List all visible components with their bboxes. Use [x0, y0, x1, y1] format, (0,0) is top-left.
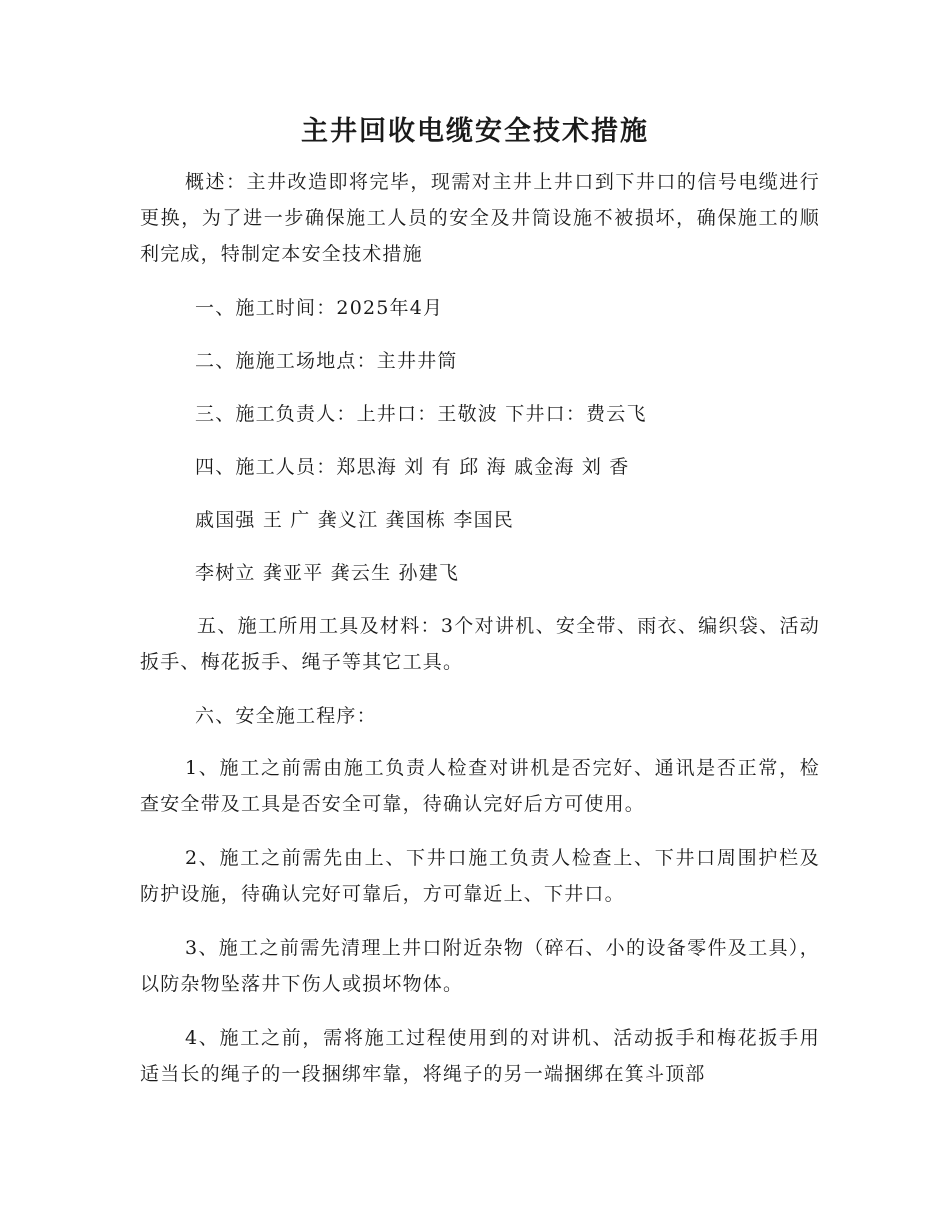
item-tools-materials: 五、施工所用工具及材料：3个对讲机、安全带、雨衣、编织袋、活动扳手、梅花扳手、绳子等其它工具。 [140, 615, 820, 673]
step-1-paragraph: 1、施工之前需由施工负责人检查对讲机是否完好、通讯是否正常，检查安全带及工具是否安全可靠，待确认完好后方可使用。 [140, 757, 820, 815]
item-construction-time: 一、施工时间：2025年4月 [195, 297, 444, 319]
step-2-paragraph: 2、施工之前需先由上、下井口施工负责人检查上、下井口周围护栏及防护设施，待确认完好可靠后，方可靠近上、下井口。 [140, 847, 820, 905]
overview-paragraph: 概述：主井改造即将完毕，现需对主井上井口到下井口的信号电缆进行更换，为了进一步确保施工人员的安全及井筒设施不被损坏，确保施工的顺利完成，特制定本安全技术措施 [140, 171, 820, 265]
item-person-in-charge: 三、施工负责人：上井口：王敬波 下井口：费云飞 [195, 403, 647, 425]
document-title: 主井回收电缆安全技术措施 [301, 116, 649, 147]
item-safety-procedure: 六、安全施工程序： [195, 705, 377, 727]
item-workers-line1: 四、施工人员：郑思海 刘 有 邱 海 戚金海 刘 香 [195, 456, 630, 478]
item-workers-line3: 李树立 龚亚平 龚云生 孙建飞 [195, 562, 460, 584]
step-4-paragraph: 4、施工之前，需将施工过程使用到的对讲机、活动扳手和梅花扳手用适当长的绳子的一段捆绑牢靠，将绳子的另一端捆绑在箕斗顶部 [140, 1027, 820, 1085]
item-construction-site: 二、施施工场地点：主井井筒 [195, 350, 458, 372]
step-3-paragraph: 3、施工之前需先清理上井口附近杂物（碎石、小的设备零件及工具），以防杂物坠落井下伤人或损坏物体。 [140, 937, 820, 995]
item-workers-line2: 戚国强 王 广 龚义江 龚国栋 李国民 [195, 509, 514, 531]
